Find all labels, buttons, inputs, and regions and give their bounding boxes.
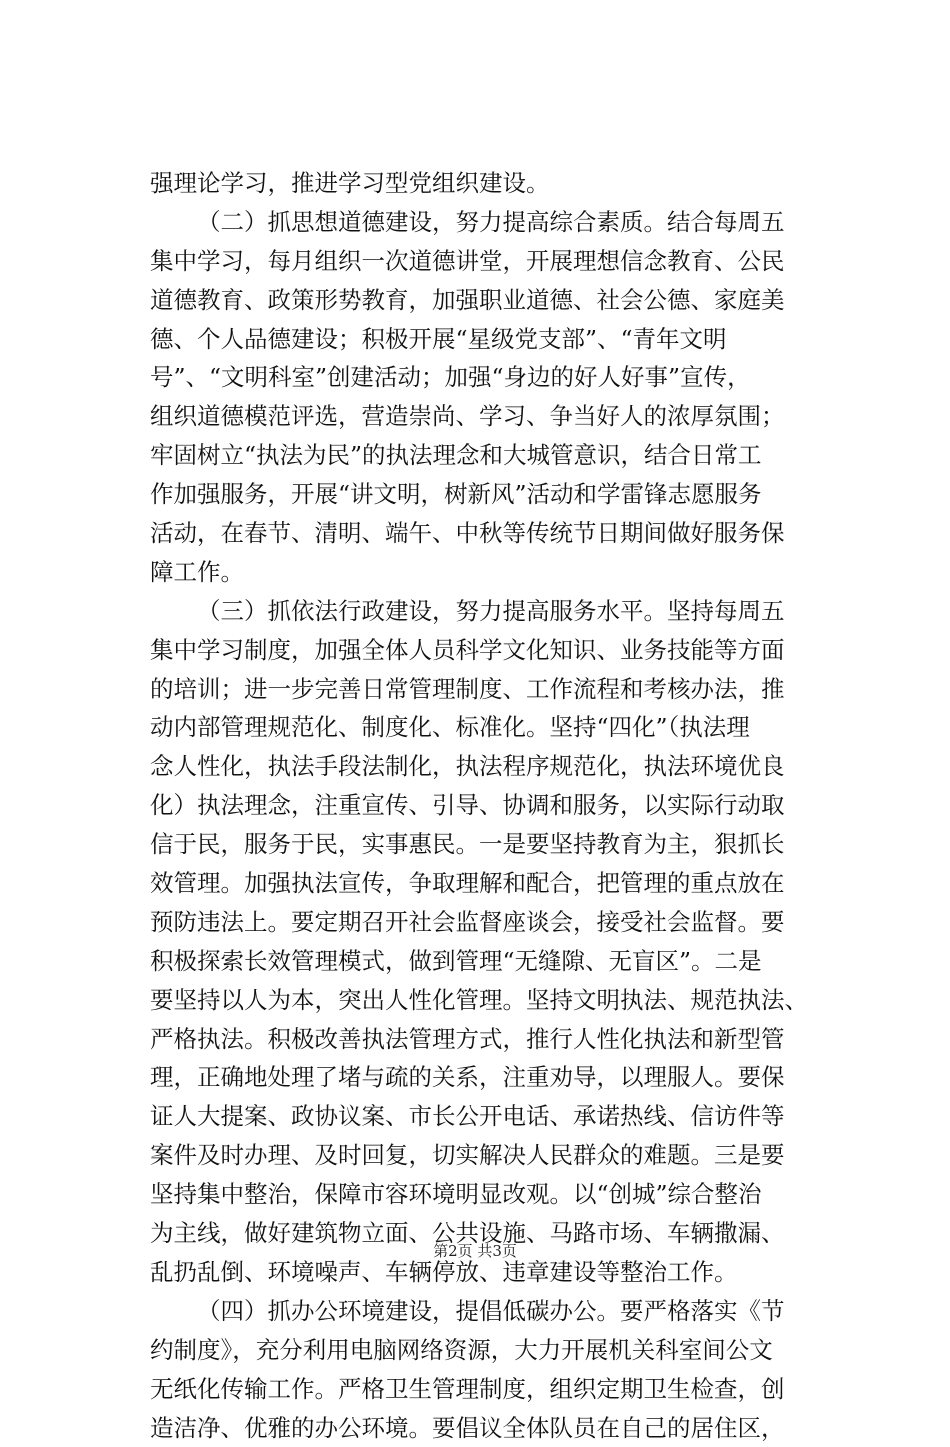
text-line: 集中学习制度，加强全体人员科学文化知识、业务技能等方面 <box>150 631 830 670</box>
text-line: 积极探索长效管理模式，做到管理“无缝隙、无盲区”。二是 <box>150 942 830 981</box>
paragraph-first-line: （二）抓思想道德建设，努力提高综合素质。结合每周五 <box>150 203 830 242</box>
text-line: 案件及时办理、及时回复，切实解决人民群众的难题。三是要 <box>150 1136 830 1175</box>
text-line: 效管理。加强执法宣传，争取理解和配合，把管理的重点放在 <box>150 864 830 903</box>
text-line: 约制度》，充分利用电脑网络资源，大力开展机关科室间公文 <box>150 1331 830 1370</box>
page-footer: 第2页 共3页 <box>0 1240 950 1261</box>
text-line: 无纸化传输工作。严格卫生管理制度，组织定期卫生检查，创 <box>150 1370 830 1409</box>
text-line: 念人性化，执法手段法制化，执法程序规范化，执法环境优良 <box>150 747 830 786</box>
text-line: 信于民，服务于民，实事惠民。一是要坚持教育为主，狠抓长 <box>150 825 830 864</box>
text-line: 活动，在春节、清明、端午、中秋等传统节日期间做好服务保 <box>150 514 830 553</box>
text-line: 的培训；进一步完善日常管理制度、工作流程和考核办法，推 <box>150 670 830 709</box>
text-line: 德、个人品德建设；积极开展“星级党支部”、“青年文明 <box>150 320 830 359</box>
text-line: 牢固树立“执法为民”的执法理念和大城管意识，结合日常工 <box>150 436 830 475</box>
text-line: 证人大提案、政协议案、市长公开电话、承诺热线、信访件等 <box>150 1097 830 1136</box>
text-line: 号”、“文明科室”创建活动；加强“身边的好人好事”宣传， <box>150 358 830 397</box>
text-line: 造洁净、优雅的办公环境。要倡议全体队员在自己的居住区， <box>150 1409 830 1447</box>
text-line: 强理论学习，推进学习型党组织建设。 <box>150 164 830 203</box>
text-line: 为主线，做好建筑物立面、公共设施、马路市场、车辆撒漏、 <box>150 1214 830 1253</box>
text-line: 作加强服务，开展“讲文明，树新风”活动和学雷锋志愿服务 <box>150 475 830 514</box>
text-line: 动内部管理规范化、制度化、标准化。坚持“四化”（执法理 <box>150 708 830 747</box>
paragraph-first-line: （三）抓依法行政建设，努力提高服务水平。坚持每周五 <box>150 592 830 631</box>
text-line: 坚持集中整治，保障市容环境明显改观。以“创城”综合整治 <box>150 1175 830 1214</box>
text-line: 障工作。 <box>150 553 830 592</box>
text-line: 预防违法上。要定期召开社会监督座谈会，接受社会监督。要 <box>150 903 830 942</box>
text-line: 乱扔乱倒、环境噪声、车辆停放、违章建设等整治工作。 <box>150 1253 830 1292</box>
text-line: 集中学习，每月组织一次道德讲堂，开展理想信念教育、公民 <box>150 242 830 281</box>
text-line: 严格执法。积极改善执法管理方式，推行人性化执法和新型管 <box>150 1020 830 1059</box>
paragraph-first-line: （四）抓办公环境建设，提倡低碳办公。要严格落实《节 <box>150 1292 830 1331</box>
text-line: 化）执法理念，注重宣传、引导、协调和服务，以实际行动取 <box>150 786 830 825</box>
text-line: 理，正确地处理了堵与疏的关系，注重劝导，以理服人。要保 <box>150 1058 830 1097</box>
text-line: 道德教育、政策形势教育，加强职业道德、社会公德、家庭美 <box>150 281 830 320</box>
text-line: 要坚持以人为本，突出人性化管理。坚持文明执法、规范执法、 <box>150 981 830 1020</box>
text-line: 组织道德模范评选，营造崇尚、学习、争当好人的浓厚氛围； <box>150 397 830 436</box>
